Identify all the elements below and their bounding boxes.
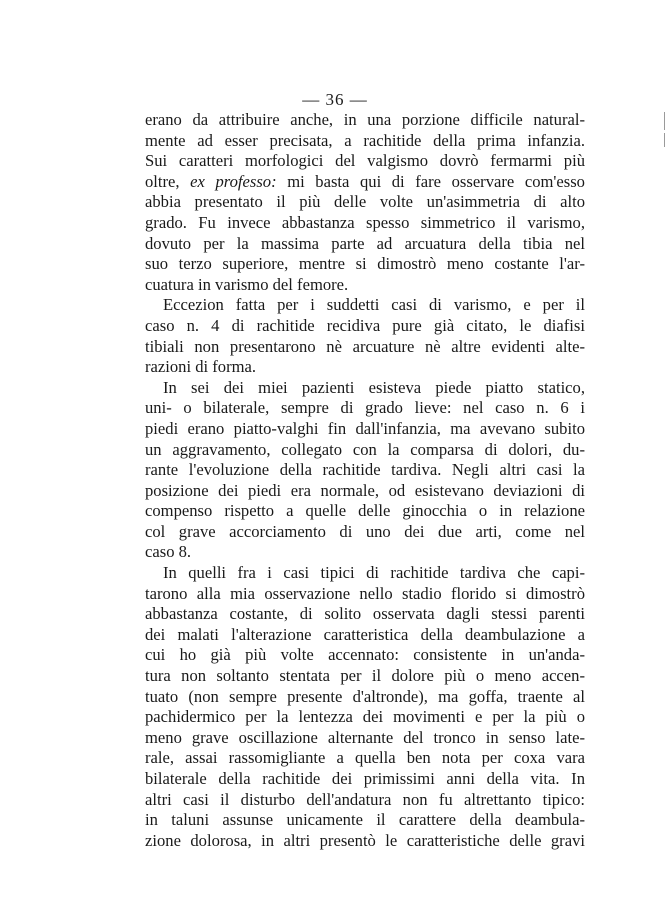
text-line: altri casi il disturbo dell'andatura non fu altrettanto tipico: xyxy=(145,789,585,809)
line-prefix: oltre, xyxy=(145,171,191,191)
margin-mark xyxy=(664,133,665,147)
text-line: pachidermico per la lentezza dei movimenti e per la più o xyxy=(145,707,585,727)
text-line: mente ad esser precisata, a rachitide della prima infanzia. xyxy=(145,130,585,150)
text-line: meno grave oscillazione alternante del tronco in senso late- xyxy=(145,727,585,747)
text-line: caso 8. xyxy=(145,542,192,562)
line-rest: mi basta qui di fare osservare com'esso xyxy=(276,171,585,191)
text-line: Eccezion fatta per i suddetti casi di varismo, e per il xyxy=(163,295,585,315)
text-line: tibiali non presentarono nè arcuature nè altre evidenti alte- xyxy=(145,336,585,356)
text-line: erano da attribuire anche, in una porzione difficile natural- xyxy=(145,110,585,129)
text-line: caso n. 4 di rachitide recidiva pure già citato, le diafisi xyxy=(145,315,585,335)
text-line: abbia presentato il più delle volte un'asimmetria di alto xyxy=(145,192,585,212)
text-line: tuato (non sempre presente d'altronde), ma goffa, traente al xyxy=(145,686,585,706)
text-line: grado. Fu invece abbastanza spesso simmetrico il varismo, xyxy=(145,212,585,232)
text-line: rale, assai rassomigliante a quella ben nota per coxa vara xyxy=(145,748,585,768)
text-line: tura non soltanto stentata per il dolore più o meno accen- xyxy=(145,666,585,686)
text-line: dei malati l'alterazione caratteristica della deambulazione a xyxy=(145,624,585,644)
text-line: un aggravamento, collegato con la comparsa di dolori, du- xyxy=(145,439,585,459)
body-text xyxy=(145,110,585,851)
text-line: tarono alla mia osservazione nello stadio florido si dimostrò xyxy=(145,583,585,603)
text-line: posizione dei piedi era normale, od esistevano deviazioni di xyxy=(145,480,585,500)
text-line: dovuto per la massima parte ad arcuatura della tibia nel xyxy=(145,233,585,253)
text-line: suo terzo superiore, mentre si dimostrò meno costante l'ar- xyxy=(145,254,585,274)
text-line: in taluni assunse unicamente il carattere della deambula- xyxy=(145,810,585,830)
text-line: cui ho già più volte accennato: consistente in un'anda- xyxy=(145,645,585,665)
text-line: cuatura in varismo del femore. xyxy=(145,274,349,294)
text-line: bilaterale della rachitide dei primissimi anni della vita. In xyxy=(145,769,585,788)
text-line xyxy=(145,172,585,193)
text-line: Sui caratteri morfologici del valgismo dovrò fermarmi più xyxy=(145,151,585,171)
text-line: col grave accorciamento di uno dei due arti, come nel xyxy=(145,521,585,541)
italic-phrase: ex professo: xyxy=(190,171,277,191)
text-line: razioni di forma. xyxy=(145,357,257,377)
text-line: rante l'evoluzione della rachitide tardiva. Negli altri casi la xyxy=(145,460,585,480)
text-line: piedi erano piatto-valghi fin dall'infanzia, ma avevano subito xyxy=(145,418,585,438)
text-line: abbastanza costante, di solito osservata dagli stessi parenti xyxy=(145,604,585,624)
text-line: In sei dei miei pazienti esisteva piede piatto statico, xyxy=(163,377,585,397)
page-number: — 36 — xyxy=(302,90,368,109)
margin-mark xyxy=(664,112,665,130)
text-line: zione dolorosa, in altri presentò le caratteristiche delle gravi xyxy=(145,830,585,850)
text-line: uni- o bilaterale, sempre di grado lieve: nel caso n. 6 i xyxy=(145,398,585,418)
text-line: compenso rispetto a quelle delle ginocchia o in relazione xyxy=(145,501,585,521)
text-line: In quelli fra i casi tipici di rachitide tardiva che capi- xyxy=(163,563,585,583)
